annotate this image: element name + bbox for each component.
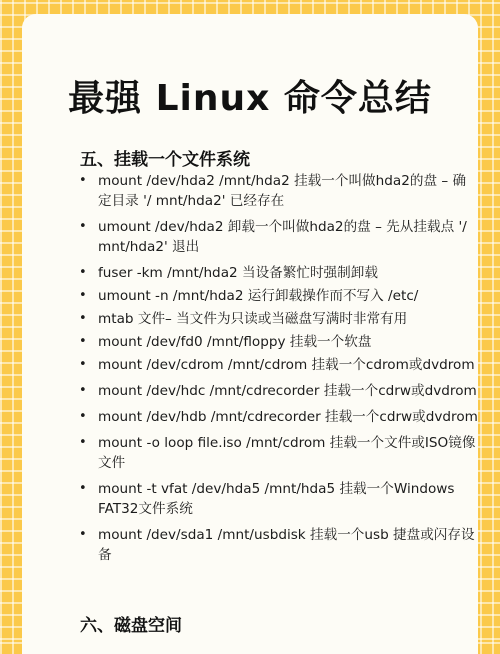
bullet: •: [79, 288, 87, 303]
list-item: [78, 332, 478, 352]
list-item: [78, 433, 478, 473]
list-item: [78, 407, 478, 427]
list-item: [78, 525, 478, 565]
item-text: mount /dev/hda2 /mnt/hda2 挂载一个叫做hda2的盘 – 确定目录 '/ mnt/hda2' 已经存在: [98, 173, 467, 209]
item-text: umount -n /mnt/hda2 运行卸载操作而不写入 /etc/: [98, 288, 419, 304]
page-title: 最强 Linux 命令总结: [68, 78, 432, 119]
item-text: mount /dev/hdc /mnt/cdrecorder 挂载一个cdrw或dvdrom: [98, 383, 477, 399]
item-text: mtab 文件– 当文件为只读或当磁盘写满时非常有用: [98, 311, 408, 327]
list-item: [78, 263, 478, 283]
list-item: [78, 381, 478, 401]
list-item: [78, 479, 478, 519]
bullet: •: [79, 409, 87, 424]
bullet: •: [79, 383, 87, 398]
item-text: mount -o loop file.iso /mnt/cdrom 挂载一个文件或ISO镜像文件: [98, 435, 476, 471]
item-text: mount -t vfat /dev/hda5 /mnt/hda5 挂载一个Windows FAT32文件系统: [98, 481, 455, 517]
list-item: [78, 355, 478, 375]
list-item: [78, 171, 478, 211]
list-item: [78, 309, 478, 329]
item-text: mount /dev/sda1 /mnt/usbdisk 挂载一个usb 捷盘或闪存设备: [98, 527, 475, 563]
content-card: [22, 14, 478, 654]
command-list: [78, 171, 478, 571]
bullet: •: [79, 334, 87, 349]
item-text: fuser -km /mnt/hda2 当设备繁忙时强制卸载: [98, 265, 378, 281]
item-text: mount /dev/fd0 /mnt/floppy 挂载一个软盘: [98, 334, 372, 350]
list-item: [78, 217, 478, 257]
item-text: umount /dev/hda2 卸载一个叫做hda2的盘 – 先从挂载点 '/ mnt/hda2' 退出: [98, 219, 467, 255]
section-heading-mount: 五、挂载一个文件系统: [80, 150, 250, 170]
bullet: •: [79, 481, 87, 496]
section-heading-disk-space: 六、磁盘空间: [80, 616, 182, 636]
bullet: •: [79, 219, 87, 234]
list-item: [78, 286, 478, 306]
bullet: •: [79, 527, 87, 542]
bullet: •: [79, 357, 87, 372]
bullet: •: [79, 173, 87, 188]
item-text: mount /dev/hdb /mnt/cdrecorder 挂载一个cdrw或dvdrom: [98, 409, 478, 425]
bullet: •: [79, 265, 87, 280]
item-text: mount /dev/cdrom /mnt/cdrom 挂载一个cdrom或dvdrom: [98, 357, 475, 373]
bullet: •: [79, 435, 87, 450]
bullet: •: [79, 311, 87, 326]
